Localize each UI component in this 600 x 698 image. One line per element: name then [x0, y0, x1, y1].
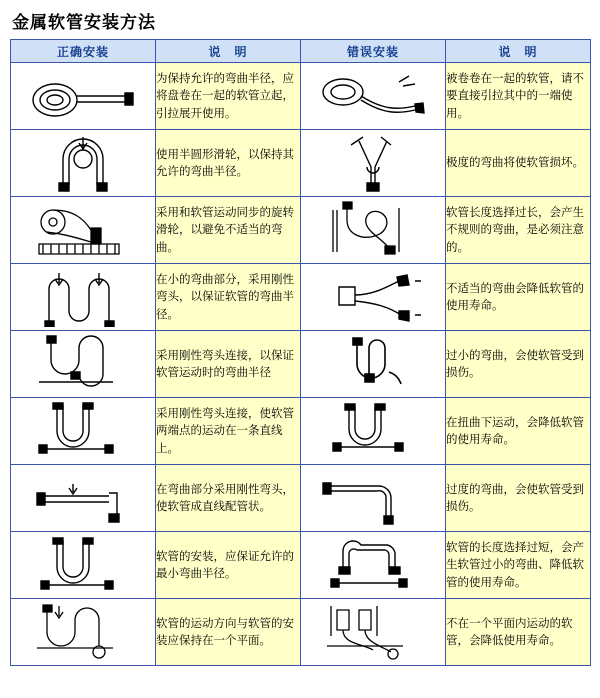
note-cell-wrong: 过小的弯曲，会使软管受到损伤。	[446, 331, 591, 398]
note-cell-correct: 软管的运动方向与软管的安装应保持在一个平面。	[156, 599, 301, 666]
note-cell-correct: 采用和软管运动同步的旋转滑轮，以避免不适当的弯曲。	[156, 197, 301, 264]
note-cell-correct: 在小的弯曲部分，采用刚性弯头，以保证软管的弯曲半径。	[156, 264, 301, 331]
figure-cell-correct	[11, 264, 156, 331]
installation-methods-table	[10, 39, 591, 666]
header-note-wrong: 说 明	[446, 40, 591, 63]
semicircular-sheave-correct-icon	[13, 133, 153, 193]
rigid-elbow-connection-correct-icon	[13, 334, 153, 394]
figure-cell-correct	[11, 532, 156, 599]
header-wrong-install: 错误安装	[301, 40, 446, 63]
excessive-bend-wrong-icon	[303, 468, 443, 528]
note-cell-wrong: 不适当的弯曲会降低软管的使用寿命。	[446, 264, 591, 331]
figure-cell-wrong	[301, 599, 446, 666]
figure-cell-correct	[11, 465, 156, 532]
table-row	[11, 197, 591, 264]
table-header	[11, 40, 591, 63]
out-of-plane-motion-wrong-icon	[303, 602, 443, 662]
sharp-bend-wrong-icon	[303, 133, 443, 193]
table-row	[11, 130, 591, 197]
table-row	[11, 63, 591, 130]
header-note-correct: 说 明	[156, 40, 301, 63]
figure-cell-wrong	[301, 465, 446, 532]
torsion-motion-wrong-icon	[303, 401, 443, 461]
figure-cell-correct	[11, 130, 156, 197]
table-row	[11, 465, 591, 532]
figure-cell-correct	[11, 197, 156, 264]
improper-bend-wrong-icon	[303, 267, 443, 327]
note-cell-wrong: 软管长度选择过长，会产生不规则的弯曲，是必须注意的。	[446, 197, 591, 264]
figure-cell-wrong	[301, 532, 446, 599]
figure-cell-correct	[11, 599, 156, 666]
too-small-bend-wrong-icon	[303, 334, 443, 394]
figure-cell-wrong	[301, 130, 446, 197]
coiled-hose-standing-correct-icon	[13, 66, 153, 126]
figure-cell-wrong	[301, 331, 446, 398]
rigid-elbow-straight-line-correct-icon	[13, 401, 153, 461]
figure-cell-correct	[11, 331, 156, 398]
synchronized-rotating-sheave-correct-icon	[13, 200, 153, 260]
table-row	[11, 331, 591, 398]
note-cell-wrong: 软管的长度选择过短，会产生软管过小的弯曲、降低软管的使用寿命。	[446, 532, 591, 599]
table-row	[11, 599, 591, 666]
figure-cell-wrong	[301, 63, 446, 130]
figure-cell-wrong	[301, 264, 446, 331]
too-long-hose-wrong-icon	[303, 200, 443, 260]
figure-cell-correct	[11, 398, 156, 465]
figure-cell-wrong	[301, 197, 446, 264]
table-row	[11, 264, 591, 331]
note-cell-wrong: 不在一个平面内运动的软管，会降低使用寿命。	[446, 599, 591, 666]
header-correct-install: 正确安装	[11, 40, 156, 63]
same-plane-motion-correct-icon	[13, 602, 153, 662]
note-cell-correct: 为保持允许的弯曲半径，应将盘卷在一起的软管立起，引拉展开使用。	[156, 63, 301, 130]
note-cell-correct: 采用刚性弯头连接，使软管两端点的运动在一条直线上。	[156, 398, 301, 465]
note-cell-wrong: 在扭曲下运动，会降低软管的使用寿命。	[446, 398, 591, 465]
note-cell-wrong: 被卷卷在一起的软管，请不要直接引拉其中的一端使用。	[446, 63, 591, 130]
note-cell-correct: 采用刚性弯头连接，以保证软管运动时的弯曲半径	[156, 331, 301, 398]
note-cell-correct: 软管的安装，应保证允许的最小弯曲半径。	[156, 532, 301, 599]
figure-cell-wrong	[301, 398, 446, 465]
table-row	[11, 398, 591, 465]
note-cell-correct: 在弯曲部分采用刚性弯头，使软管成直线配管状。	[156, 465, 301, 532]
page-title: 金属软管安装方法	[12, 13, 156, 33]
figure-cell-correct	[11, 63, 156, 130]
rigid-elbow-straight-piping-correct-icon	[13, 468, 153, 528]
note-cell-wrong: 极度的弯曲将使软管损坏。	[446, 130, 591, 197]
table-body	[11, 63, 591, 666]
minimum-bend-radius-install-correct-icon	[13, 535, 153, 595]
header-row	[11, 40, 591, 63]
note-cell-correct: 使用半圆形滑轮，以保持其允许的弯曲半径。	[156, 130, 301, 197]
note-cell-wrong: 过度的弯曲，会使软管受到损伤。	[446, 465, 591, 532]
table-row	[11, 532, 591, 599]
coiled-hose-pulled-wrong-icon	[303, 66, 443, 126]
too-long-length-small-bend-wrong-icon	[303, 535, 443, 595]
rigid-bend-small-radius-correct-icon	[13, 267, 153, 327]
